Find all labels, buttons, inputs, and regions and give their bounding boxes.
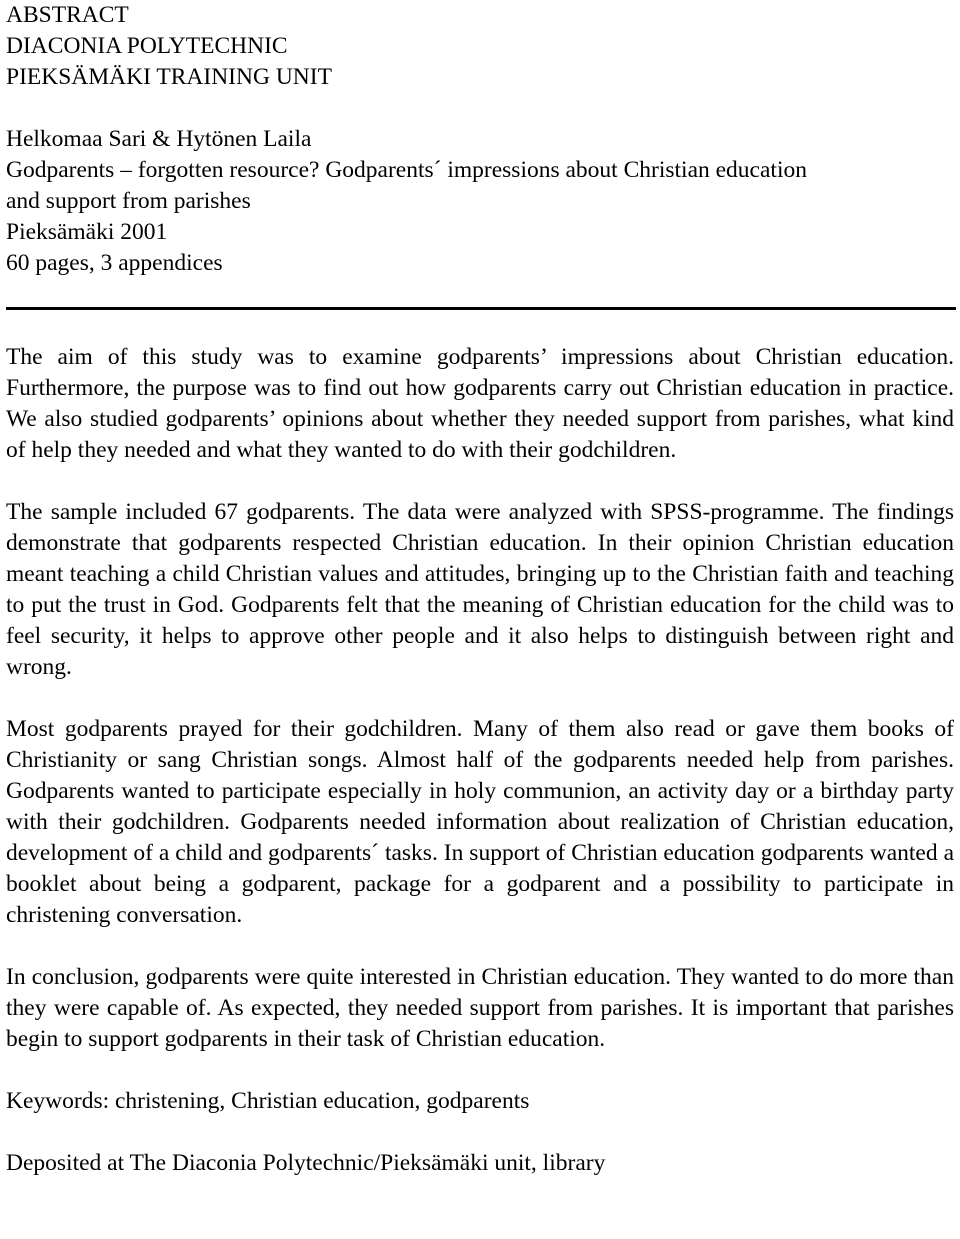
thesis-title-line-1: Godparents – forgotten resource? Godparents´ impressions about Christian education: [6, 157, 807, 183]
paragraph-conclusion: In conclusion, godparents were quite interested in Christian education. They wanted to do more than they were capable of. As expected, they needed support from parishes. It is important that parishes begin to support godparents in their task of Christian education.: [6, 964, 954, 1052]
header-line-abstract: ABSTRACT: [6, 2, 129, 28]
spacer: [6, 93, 954, 124]
paragraph-practice: Most godparents prayed for their godchildren. Many of them also read or gave them books of Christianity or sang Christian songs. Almost half of the godparents needed help from parishes. Godparents wanted to participate especially in holy communion, an activity day or a birthday party with their godchildren. Godparents needed information about realization of Christian education, development of a child and godparents´ tasks. In support of Christian education godparents wanted a booklet about being a godparent, package for a godparent and a possibility to participate in christening conversation.: [6, 716, 954, 928]
abstract-body: [6, 342, 954, 1179]
deposit-note: Deposited at The Diaconia Polytechnic/Pieksämäki unit, library: [6, 1150, 606, 1176]
page-count: 60 pages, 3 appendices: [6, 250, 223, 276]
horizontal-rule: [6, 307, 956, 310]
authors: Helkomaa Sari & Hytönen Laila: [6, 126, 312, 152]
thesis-title-line-2: and support from parishes: [6, 188, 251, 214]
abstract-header: [6, 0, 954, 279]
keywords: Keywords: christening, Christian education, godparents: [6, 1088, 530, 1114]
paragraph-findings: The sample included 67 godparents. The data were analyzed with SPSS-programme. The findings demonstrate that godparents respected Christian education. In their opinion Christian education meant teaching a child Christian values and attitudes, bringing up to the Christian faith and teaching to put the trust in God. Godparents felt that the meaning of Christian education for the child was to feel security, it helps to approve other people and it also helps to distinguish between right and wrong.: [6, 499, 954, 680]
header-line-unit: PIEKSÄMÄKI TRAINING UNIT: [6, 64, 332, 90]
place-year: Pieksämäki 2001: [6, 219, 168, 245]
header-line-institution: DIACONIA POLYTECHNIC: [6, 33, 288, 59]
paragraph-aim: The aim of this study was to examine godparents’ impressions about Christian education. Furthermore, the purpose was to find out how godparents carry out Christian education in practice. We also studied godparents’ opinions about whether they needed support from parishes, what kind of help they needed and what they wanted to do with their godchildren.: [6, 344, 954, 463]
